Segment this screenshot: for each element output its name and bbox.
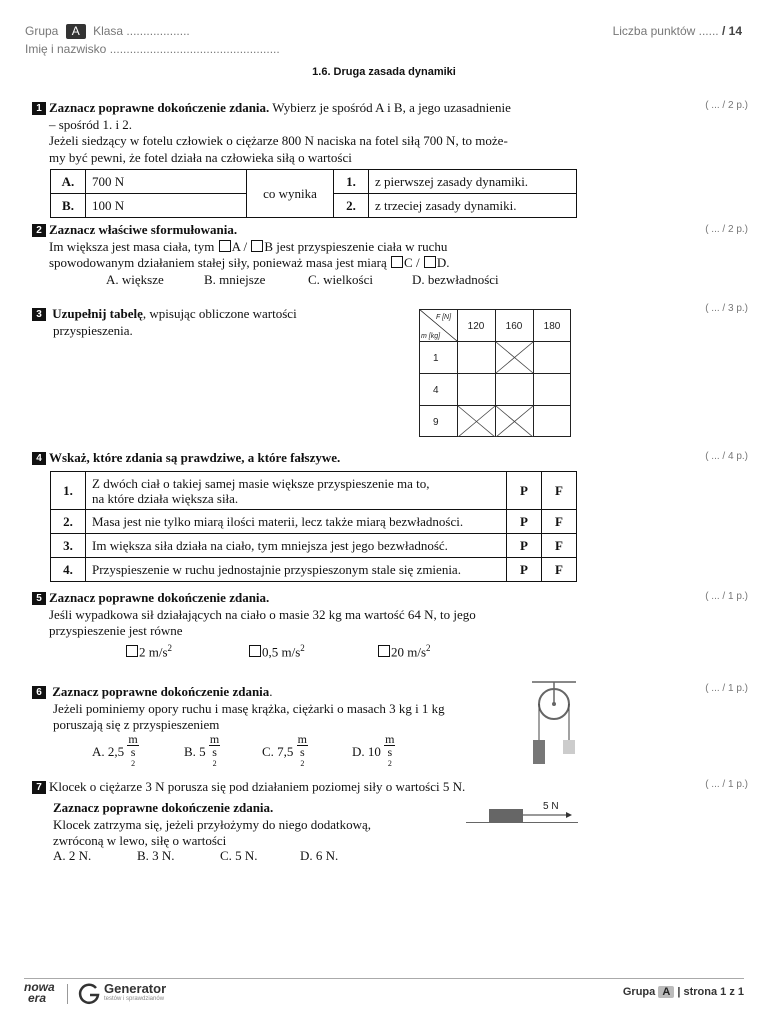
question-5 — [32, 590, 592, 640]
force-120: 120 — [467, 321, 485, 332]
statement-line: Przyspieszenie w ruchu jednostajnie przyspieszonym stale się zmienia. — [86, 558, 507, 582]
unit-numerator: m — [385, 732, 395, 746]
q6-line2: poruszają się z przyspieszeniem — [53, 717, 220, 732]
checkbox[interactable] — [378, 645, 390, 657]
exponent: 2 — [212, 759, 217, 768]
table-row — [51, 534, 577, 558]
exponent: 2 — [426, 643, 431, 653]
q2-option-b[interactable]: B. mniejsze — [204, 272, 266, 287]
q7-option-d[interactable]: D. 6 N. — [300, 848, 339, 863]
mass-1: 1 — [433, 353, 439, 364]
exponent: 2 — [300, 643, 305, 653]
page-number: | strona 1 z 1 — [677, 986, 744, 998]
table-row — [51, 472, 577, 510]
q2-opt-d: D. — [436, 255, 450, 270]
logo-separator — [67, 984, 68, 1004]
option-a-value[interactable]: 700 N — [86, 170, 247, 194]
footer-page-info — [623, 986, 744, 998]
q2-line1c: B jest przyspieszenie ciała w ruchu — [264, 238, 448, 254]
acceleration-table — [419, 309, 571, 437]
option-text: B. 5 — [184, 743, 206, 759]
row-number: 2. — [51, 510, 86, 534]
unit-denominator: s — [212, 745, 217, 759]
option-1-value[interactable]: z pierwszej zasady dynamiki. — [369, 170, 577, 194]
question-number: 4 — [32, 452, 46, 465]
name-label: Imię i nazwisko ................................................... — [25, 42, 280, 56]
corner-mass-label: m [kg] — [421, 333, 441, 340]
true-option[interactable]: P — [507, 510, 542, 534]
statement-line: Z dwóch ciał o takiej samej masie większe przyspieszenie ma to, — [92, 475, 430, 491]
exponent: 2 — [300, 759, 305, 768]
block — [489, 809, 523, 822]
true-option[interactable]: P — [507, 558, 542, 582]
q6-option-d[interactable] — [352, 733, 395, 773]
q5-points: ( ... / 1 p.) — [705, 591, 748, 602]
question-2 — [32, 222, 592, 272]
q7-line3: zwróconą w lewo, siłę o wartości — [53, 833, 227, 848]
heavy-weight — [533, 740, 545, 764]
row-number: 1. — [51, 472, 86, 510]
q1-points: ( ... / 2 p.) — [705, 100, 748, 111]
question-number: 1 — [32, 102, 46, 115]
corner-force-label: F [N] — [436, 314, 452, 321]
instruction: Zaznacz poprawne dokończenie zdania. — [49, 100, 270, 115]
question-3 — [32, 306, 352, 339]
q5-line1: Jeśli wypadkowa sił działających na ciało o masie 32 kg ma wartość 64 N, to jego — [49, 606, 476, 622]
table-row — [51, 510, 577, 534]
q2-opt-c: C / — [404, 255, 420, 270]
pulley-diagram — [528, 680, 580, 766]
question-number: 6 — [32, 686, 46, 699]
unit-denominator: s — [130, 745, 136, 759]
q2-option-c[interactable]: C. wielkości — [308, 272, 373, 287]
unit-numerator: m — [209, 732, 220, 746]
block-force-diagram — [466, 798, 578, 826]
unit-denominator: s — [300, 745, 305, 759]
q2-points: ( ... / 2 p.) — [705, 224, 748, 235]
light-weight — [563, 740, 575, 754]
group-badge: A — [658, 986, 674, 998]
unit-denominator: s — [387, 745, 393, 759]
statement-line: na które działa większa siła. — [92, 490, 239, 506]
q7-body — [53, 800, 473, 850]
table-row — [51, 558, 577, 582]
q5-option-2[interactable] — [248, 643, 305, 660]
checkbox[interactable] — [249, 645, 261, 657]
points-total: / 14 — [721, 24, 742, 38]
q1-line4: my być pewni, że fotel działa na człowieka siłą o wartości — [49, 149, 352, 165]
q3-line2: przyspieszenia. — [53, 322, 133, 338]
q6-line1: Jeżeli pominiemy opory ruchu i masę krążka, ciężarki o masach 3 kg i 1 kg — [53, 700, 445, 716]
footer-divider — [24, 978, 744, 979]
q7-line1: Klocek o ciężarze 3 N porusza się pod działaniem poziomej siły o wartości 5 N. — [49, 779, 466, 794]
q1-line3: Jeżeli siedzący w fotelu człowiek o ciężarze 800 N naciska na fotel siłą 700 N, to może- — [49, 133, 508, 148]
statement-line: Im większa siła działa na ciało, tym mniejsza jest jego bezwładność. — [86, 534, 507, 558]
force-label: 5 N — [543, 801, 559, 812]
q7-option-c[interactable]: C. 5 N. — [220, 848, 258, 863]
q1-answer-table — [50, 169, 577, 218]
instruction: Zaznacz poprawne dokończenie zdania. — [53, 800, 274, 815]
q6-option-b[interactable] — [184, 733, 220, 773]
q2-line2a: spowodowanym działaniem stałej siły, ponieważ masa jest miarą — [49, 255, 387, 270]
question-1 — [32, 100, 592, 166]
instruction: Wskaż, które zdania są prawdziwe, a które fałszywe. — [49, 450, 341, 465]
class-label: Klasa ................... — [93, 24, 190, 38]
question-number: 5 — [32, 592, 46, 605]
q2-option-a[interactable]: A. większe — [106, 272, 164, 287]
q7-line2: Klocek zatrzyma się, jeżeli przyłożymy do niego dodatkową, — [53, 816, 372, 832]
unit-fraction — [127, 733, 138, 773]
generator-logo-icon — [77, 982, 101, 1006]
header-group — [25, 24, 190, 39]
generator-title: Generator — [104, 981, 167, 996]
option-text: 0,5 m/s — [262, 644, 301, 660]
instruction: Zaznacz poprawne dokończenie zdania — [52, 684, 270, 699]
option-1-key[interactable]: 1. — [334, 170, 369, 194]
unit-numerator: m — [297, 732, 308, 746]
true-option[interactable]: P — [507, 534, 542, 558]
instruction-text: Wybierz je spośród A i B, a jego uzasadnienie — [269, 100, 511, 115]
q2-option-d[interactable]: D. bezwładności — [412, 272, 499, 287]
connector: co wynika — [247, 170, 334, 218]
pulley-axle — [552, 702, 556, 706]
question-6 — [32, 684, 512, 734]
false-option[interactable]: F — [542, 534, 577, 558]
mass-9: 9 — [433, 417, 439, 428]
false-option[interactable]: F — [542, 472, 577, 510]
false-option[interactable]: F — [542, 510, 577, 534]
question-number: 3 — [32, 308, 46, 321]
row-number: 4. — [51, 558, 86, 582]
option-text: 2 m/s — [139, 644, 168, 660]
checkbox-b[interactable] — [251, 240, 263, 252]
instruction: Zaznacz poprawne dokończenie zdania. — [49, 590, 270, 605]
q7-points: ( ... / 1 p.) — [705, 779, 748, 790]
option-text: C. 7,5 — [262, 743, 294, 759]
option-b-key[interactable]: B. — [51, 194, 86, 218]
row-number: 3. — [51, 534, 86, 558]
exponent: 2 — [387, 759, 392, 768]
option-text: A. 2,5 — [92, 743, 125, 759]
group-label: Grupa — [25, 24, 59, 38]
logo-text: nowa — [24, 980, 55, 994]
option-2-key[interactable]: 2. — [334, 194, 369, 218]
q6-option-c[interactable] — [262, 733, 308, 773]
false-option[interactable]: F — [542, 558, 577, 582]
instruction-text: , wpisując obliczone wartości — [142, 306, 297, 321]
question-7 — [32, 779, 592, 795]
q3-points: ( ... / 3 p.) — [705, 303, 748, 314]
question-number: 7 — [32, 781, 46, 794]
force-180: 180 — [543, 321, 561, 332]
q6-points: ( ... / 1 p.) — [705, 683, 748, 694]
points-label: Liczba punktów ...... — [612, 24, 719, 38]
nowa-era-logo — [24, 982, 55, 1004]
generator-subtitle: testów i sprawdzianów — [104, 996, 165, 1002]
unit-fraction — [297, 733, 308, 773]
mass-4: 4 — [433, 385, 439, 396]
checkbox-a[interactable] — [219, 240, 231, 252]
unit-numerator: m — [128, 732, 138, 746]
checkbox-c[interactable] — [391, 256, 403, 268]
q5-option-3[interactable] — [377, 643, 431, 660]
checkbox[interactable] — [126, 645, 138, 657]
points-header — [613, 24, 742, 38]
q7-option-a[interactable]: A. 2 N. — [53, 848, 92, 863]
true-option[interactable]: P — [507, 472, 542, 510]
force-160: 160 — [505, 321, 523, 332]
option-a-key[interactable]: A. — [51, 170, 86, 194]
q2-opt-a: A / — [231, 238, 248, 254]
page-title: 1.6. Druga zasada dynamiki — [312, 66, 456, 78]
question-number: 2 — [32, 224, 46, 237]
q2-line1a: Im większa jest masa ciała, tym — [49, 238, 215, 254]
q1-line2: – spośród 1. i 2. — [49, 116, 133, 132]
option-2-value[interactable]: z trzeciej zasady dynamiki. — [369, 194, 577, 218]
unit-fraction — [384, 733, 395, 773]
group-label: Grupa — [622, 986, 656, 998]
option-text: D. 10 — [352, 743, 381, 759]
exponent: 2 — [131, 759, 136, 768]
instruction-dot: . — [269, 684, 273, 699]
option-text: 20 m/s — [391, 644, 427, 660]
group-badge: A — [66, 24, 86, 39]
unit-fraction — [209, 733, 220, 773]
arrow-head — [566, 812, 572, 818]
statement-line: Masa jest nie tylko miarą ilości materii, lecz także miarą bezwładności. — [86, 510, 507, 534]
q6-option-a[interactable] — [92, 733, 139, 773]
instruction: Uzupełnij tabelę — [52, 306, 143, 321]
option-b-value[interactable]: 100 N — [86, 194, 247, 218]
logo-text: era — [28, 991, 47, 1005]
exponent: 2 — [167, 643, 173, 653]
checkbox-d[interactable] — [424, 256, 436, 268]
q4-points: ( ... / 4 p.) — [705, 451, 748, 462]
instruction: Zaznacz właściwe sformułowania. — [49, 222, 238, 237]
q7-option-b[interactable]: B. 3 N. — [137, 848, 175, 863]
question-4 — [32, 450, 340, 466]
q5-option-1[interactable] — [125, 643, 172, 660]
q5-line2: przyspieszenie jest równe — [49, 623, 183, 638]
true-false-table — [50, 471, 577, 582]
